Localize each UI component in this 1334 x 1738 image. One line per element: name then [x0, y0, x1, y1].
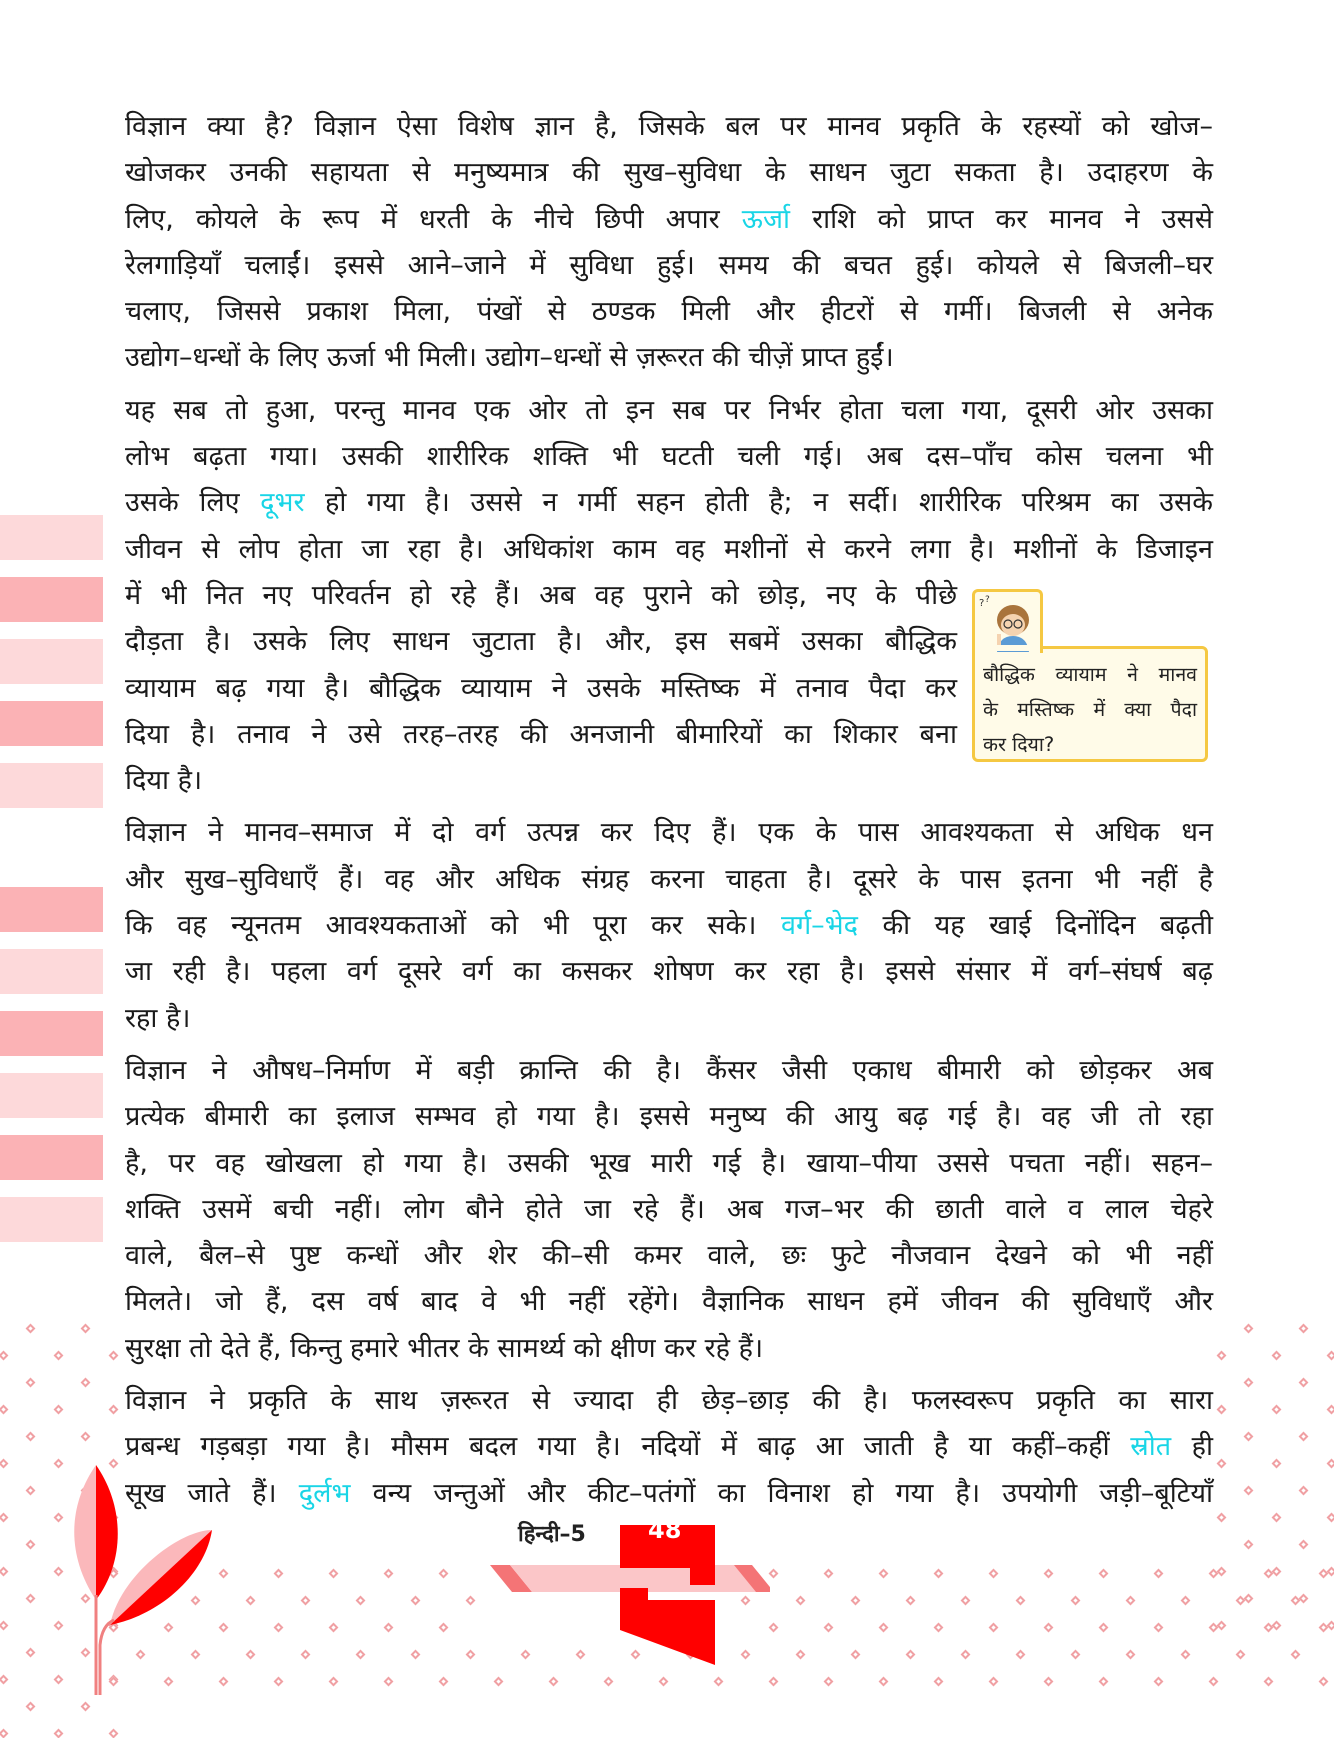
text-line	[125, 197, 1213, 243]
text-line: दौड़ता है। उसके लिए साधन जुटाता है। और, इस सबमें उसका बौद्धिक	[125, 626, 957, 658]
callout-line: कर दिया?	[983, 733, 1055, 756]
diamond-dot	[356, 1650, 366, 1660]
diamond-dot	[1217, 1405, 1227, 1415]
paragraph-1	[125, 104, 1213, 382]
text-line: में भी नित नए परिवर्तन हो रहे हैं। अब वह पुराने को छोड़, नए के पीछे	[125, 579, 957, 611]
highlight-word-durlabh: दुर्लभ	[298, 1477, 351, 1509]
diamond-dot	[549, 1677, 559, 1687]
text-segment: हो गया है। उससे न गर्मी सहन होती है; न सर्दी। शारीरिक परिश्रम का उसके	[304, 487, 1213, 519]
text-line: है, पर वह खोखला हो गया है। उसकी भूख मारी गई है। खाया–पीया उससे पचता नहीं। सहन–	[125, 1147, 1213, 1179]
diamond-dot	[1209, 1677, 1219, 1687]
diamond-dot	[1217, 1459, 1227, 1469]
diamond-dot	[0, 1351, 8, 1361]
diamond-dot	[1272, 1351, 1282, 1361]
diamond-dot	[769, 1569, 779, 1579]
diamond-dot	[1327, 1567, 1334, 1577]
paragraph-4	[125, 1048, 1213, 1372]
callout-line: बौद्धिक व्यायाम ने मानव	[983, 663, 1197, 686]
text-line	[125, 480, 1213, 526]
diamond-dot	[0, 1513, 8, 1523]
diamond-dot	[1244, 1324, 1254, 1334]
stripe	[0, 515, 103, 560]
highlight-word-srot: स्रोत	[1130, 1431, 1172, 1463]
text-line: विज्ञान क्या है? विज्ञान ऐसा विशेष ज्ञान है, जिसके बल पर मानव प्रकृति के रहस्यों को खोज–	[125, 111, 1213, 142]
diamond-dot	[1154, 1569, 1164, 1579]
diamond-dot	[1044, 1623, 1054, 1633]
diamond-dot	[824, 1569, 834, 1579]
diamond-dot	[1327, 1459, 1334, 1469]
text-line: विज्ञान ने मानव–समाज में दो वर्ग उत्पन्न कर दिए हैं। एक के पास आवश्यकता से अधिक धन	[125, 817, 1213, 849]
diamond-dot	[219, 1569, 229, 1579]
paragraph-3	[125, 810, 1213, 1041]
text-line: शक्ति उसमें बची नहीं। लोग बौने होते जा रहे हैं। अब गज–भर की छाती वाले व लाल चेहरे	[125, 1193, 1213, 1225]
diamond-dot	[1217, 1567, 1227, 1577]
highlight-word-urja: ऊर्जा	[741, 203, 790, 235]
diamond-dot	[1291, 1650, 1301, 1660]
diamond-dot	[1299, 1540, 1309, 1550]
diamond-dot	[1236, 1650, 1246, 1660]
diamond-dot	[1099, 1677, 1109, 1687]
text-line: रेलगाड़ियाँ चलाईं। इससे आने–जाने में सुविधा हुई। समय की बचत हुई। कोयले से बिजली–घर	[125, 249, 1213, 281]
diamond-dot	[824, 1623, 834, 1633]
svg-text:?: ?	[985, 595, 990, 605]
diamond-dot	[769, 1623, 779, 1633]
diamond-dot	[109, 1351, 119, 1361]
diamond-dot	[1327, 1513, 1334, 1523]
diamond-dot	[1071, 1596, 1081, 1606]
book-title-label: हिन्दी–5	[518, 1522, 586, 1547]
diamond-dot	[301, 1650, 311, 1660]
text-line: रहा है।	[125, 1002, 191, 1034]
diamond-dot	[934, 1623, 944, 1633]
diamond-dot	[989, 1677, 999, 1687]
diamond-dot	[934, 1677, 944, 1687]
text-line: जा रही है। पहला वर्ग दूसरे वर्ग का कसकर शोषण कर रहा है। इससे संसार में वर्ग–संघर्ष बढ़	[125, 956, 1213, 988]
text-segment: वन्य जन्तुओं और कीट–पतंगों का विनाश हो गया है। उपयोगी जड़ी–बूटियाँ	[350, 1477, 1213, 1509]
diamond-dot	[26, 1702, 36, 1712]
diamond-dot	[1244, 1540, 1254, 1550]
diamond-dot	[1327, 1621, 1334, 1631]
diamond-dot	[219, 1677, 229, 1687]
diamond-dot	[274, 1569, 284, 1579]
diamond-dot	[961, 1650, 971, 1660]
diamond-dot	[26, 1594, 36, 1604]
diamond-dot	[26, 1432, 36, 1442]
text-line: प्रत्येक बीमारी का इलाज सम्भव हो गया है। इससे मनुष्य की आयु बढ़ गई है। वह जी तो रहा	[125, 1101, 1213, 1133]
diamond-dot	[1044, 1569, 1054, 1579]
text-line: विज्ञान ने प्रकृति के साथ ज़रूरत से ज्यादा ही छेड़–छाड़ की है। फलस्वरूप प्रकृति का सारा	[125, 1385, 1213, 1417]
diamond-dot	[54, 1351, 64, 1361]
diamond-dot	[109, 1729, 119, 1738]
diamond-dot	[494, 1677, 504, 1687]
diamond-dot	[274, 1623, 284, 1633]
diamond-dot	[851, 1650, 861, 1660]
diamond-dot	[26, 1486, 36, 1496]
diamond-dot	[81, 1702, 91, 1712]
diamond-dot	[1272, 1513, 1282, 1523]
stripe	[0, 1073, 103, 1118]
diamond-dot	[384, 1677, 394, 1687]
diamond-dot	[1126, 1650, 1136, 1660]
callout-icon-tab	[972, 589, 1043, 653]
diamond-dot	[1244, 1594, 1254, 1604]
diamond-dot	[109, 1405, 119, 1415]
callout-question-box	[972, 646, 1208, 762]
text-line: यह सब तो हुआ, परन्तु मानव एक ओर तो इन सब पर निर्भर होता चला गया, दूसरी ओर उसका	[125, 394, 1213, 426]
diamond-dot	[851, 1596, 861, 1606]
diamond-dot	[466, 1596, 476, 1606]
callout-tab-joiner	[975, 645, 1040, 651]
diamond-dot	[1016, 1650, 1026, 1660]
diamond-dot	[1099, 1569, 1109, 1579]
diamond-dot	[1217, 1351, 1227, 1361]
diamond-dot	[1217, 1513, 1227, 1523]
diamond-dot	[1126, 1596, 1136, 1606]
text-segment: प्रबन्ध गड़बड़ा गया है। मौसम बदल गया है। नदियों में बाढ़ आ जाती है या कहीं–कहीं	[125, 1431, 1131, 1463]
text-line: उद्योग–धन्धों के लिए ऊर्जा भी मिली। उद्योग–धन्धों से ज़रूरत की चीज़ें प्राप्त हुईं।	[125, 342, 894, 374]
stripe	[0, 763, 103, 808]
diamond-dot	[1154, 1623, 1164, 1633]
diamond-dot	[26, 1648, 36, 1658]
text-segment: ही	[1171, 1431, 1213, 1463]
diamond-dot	[1299, 1432, 1309, 1442]
diamond-dot	[81, 1324, 91, 1334]
stripe	[0, 701, 103, 746]
svg-text:?: ?	[979, 598, 985, 609]
diamond-dot	[989, 1569, 999, 1579]
diamond-dot	[26, 1324, 36, 1334]
diamond-dot	[26, 1378, 36, 1388]
diamond-dot	[411, 1596, 421, 1606]
diamond-dot	[1044, 1677, 1054, 1687]
diamond-dot	[961, 1596, 971, 1606]
diamond-dot	[356, 1596, 366, 1606]
diamond-dot	[824, 1677, 834, 1687]
stripe	[0, 1011, 103, 1056]
diamond-dot	[301, 1596, 311, 1606]
diamond-dot	[989, 1623, 999, 1633]
stripe	[0, 1135, 103, 1180]
diamond-dot	[54, 1729, 64, 1738]
diamond-dot	[796, 1650, 806, 1660]
stripe	[0, 1197, 103, 1242]
diamond-dot	[1244, 1378, 1254, 1388]
diamond-dot	[81, 1378, 91, 1388]
diamond-dot	[659, 1677, 669, 1687]
diamond-dot	[0, 1621, 8, 1631]
diamond-dot	[796, 1596, 806, 1606]
leaf-decoration-icon	[60, 1465, 220, 1695]
paragraph-5	[125, 1378, 1213, 1517]
diamond-dot	[1154, 1677, 1164, 1687]
diamond-dot	[0, 1675, 8, 1685]
diamond-dot	[714, 1677, 724, 1687]
text-segment: कि वह न्यूनतम आवश्यकताओं को भी पूरा कर सके।	[125, 910, 781, 942]
diamond-dot	[1244, 1432, 1254, 1442]
diamond-dot	[246, 1596, 256, 1606]
callout-line: के मस्तिष्क में क्या पैदा	[983, 698, 1197, 721]
diamond-dot	[1319, 1677, 1329, 1687]
diamond-dot	[26, 1540, 36, 1550]
text-line	[125, 1424, 1213, 1470]
text-line: मिलते। जो हैं, दस वर्ष बाद वे भी नहीं रहेंगे। वैज्ञानिक साधन हमें जीवन की सुविधाएँ और	[125, 1286, 1213, 1318]
diamond-dot	[1099, 1623, 1109, 1633]
diamond-dot	[604, 1677, 614, 1687]
diamond-dot	[906, 1596, 916, 1606]
diamond-dot	[384, 1623, 394, 1633]
diamond-dot	[0, 1729, 8, 1738]
diamond-dot	[879, 1569, 889, 1579]
diamond-dot	[1264, 1677, 1274, 1687]
diamond-dot	[1181, 1596, 1191, 1606]
diamond-dot	[1071, 1650, 1081, 1660]
diamond-dot	[1272, 1621, 1282, 1631]
diamond-dot	[934, 1569, 944, 1579]
diamond-dot	[1327, 1405, 1334, 1415]
diamond-dot	[0, 1459, 8, 1469]
diamond-dot	[274, 1677, 284, 1687]
diamond-dot	[1299, 1324, 1309, 1334]
diamond-dot	[1217, 1621, 1227, 1631]
diamond-dot	[1272, 1459, 1282, 1469]
diamond-dot	[1181, 1650, 1191, 1660]
diamond-dot	[0, 1405, 8, 1415]
diamond-dot	[466, 1650, 476, 1660]
diamond-dot	[439, 1569, 449, 1579]
diamond-dot	[906, 1650, 916, 1660]
stripe	[0, 887, 103, 932]
text-line: दिया है। तनाव ने उसे तरह–तरह की अनजानी बीमारियों का शिकार बना	[125, 718, 957, 750]
diamond-dot	[0, 1567, 8, 1577]
text-segment: सूख जाते हैं।	[125, 1477, 299, 1509]
diamond-dot	[879, 1623, 889, 1633]
text-line: जीवन से लोप होता जा रहा है। अधिकांश काम वह मशीनों से करने लगा है। मशीनों के डिजाइन	[125, 533, 1213, 565]
diamond-dot	[329, 1677, 339, 1687]
diamond-dot	[439, 1677, 449, 1687]
text-line: लोभ बढ़ता गया। उसकी शारीरिक शक्ति भी घटती चली गई। अब दस–पाँच कोस चलना भी	[125, 441, 1213, 473]
text-line: सुरक्षा तो देते हैं, किन्तु हमारे भीतर के सामर्थ्य को क्षीण कर रहे हैं।	[125, 1332, 764, 1364]
diamond-dot	[1299, 1594, 1309, 1604]
stripe	[0, 639, 103, 684]
text-line: और सुख–सुविधाएँ हैं। वह और अधिक संग्रह करना चाहता है। दूसरे के पास इतना भी नहीं है	[125, 863, 1213, 895]
diamond-dot	[411, 1650, 421, 1660]
text-segment: राशि को प्राप्त कर मानव ने उससे	[789, 203, 1213, 235]
stripe	[0, 577, 103, 622]
thinking-boy-icon	[975, 592, 1040, 652]
diamond-dot	[219, 1623, 229, 1633]
diamond-dot	[769, 1677, 779, 1687]
text-line: व्यायाम बढ़ गया है। बौद्धिक व्यायाम ने उसके मस्तिष्क में तनाव पैदा कर	[125, 672, 957, 704]
highlight-word-dubhar: दूभर	[260, 487, 305, 519]
diamond-dot	[1244, 1486, 1254, 1496]
diamond-dot	[1016, 1596, 1026, 1606]
diamond-dot	[1272, 1567, 1282, 1577]
text-line: चलाए, जिससे प्रकाश मिला, पंखों से ठण्डक मिली और हीटरों से गर्मी। बिजली से अनेक	[125, 296, 1213, 328]
diamond-dot	[1327, 1351, 1334, 1361]
text-line: विज्ञान ने औषध–निर्माण में बड़ी क्रान्ति की है। कैंसर जैसी एकाध बीमारी को छोड़कर अब	[125, 1054, 1213, 1086]
diamond-dot	[879, 1677, 889, 1687]
diamond-dot	[384, 1569, 394, 1579]
diamond-dot	[329, 1623, 339, 1633]
diamond-dot	[1299, 1378, 1309, 1388]
text-segment: लिए, कोयले के रूप में धरती के नीचे छिपी अपार	[125, 203, 742, 235]
text-line: खोजकर उनकी सहायता से मनुष्यमात्र की सुख–सुविधा के साधन जुटा सकता है। उदाहरण के	[125, 157, 1213, 189]
text-segment: उसके लिए	[125, 487, 261, 519]
diamond-dot	[1272, 1405, 1282, 1415]
text-line: दिया है।	[125, 765, 203, 797]
diamond-dot	[329, 1569, 339, 1579]
text-line	[125, 903, 1213, 949]
diamond-dot	[439, 1623, 449, 1633]
highlight-word-varg-bhed: वर्ग–भेद	[780, 910, 858, 942]
diamond-dot	[246, 1650, 256, 1660]
text-line: वाले, बैल–से पुष्ट कन्धों और शेर की–सी कमर वाले, छः फुटे नौजवान देखने को भी नहीं	[125, 1240, 1213, 1272]
text-segment: की यह खाई दिनोंदिन बढ़ती	[857, 910, 1213, 942]
article-body	[125, 104, 1213, 1523]
diamond-dot	[81, 1432, 91, 1442]
page-number: 48	[648, 1516, 682, 1544]
stripe	[0, 949, 103, 994]
diamond-dot	[54, 1405, 64, 1415]
diamond-dot	[1299, 1486, 1309, 1496]
